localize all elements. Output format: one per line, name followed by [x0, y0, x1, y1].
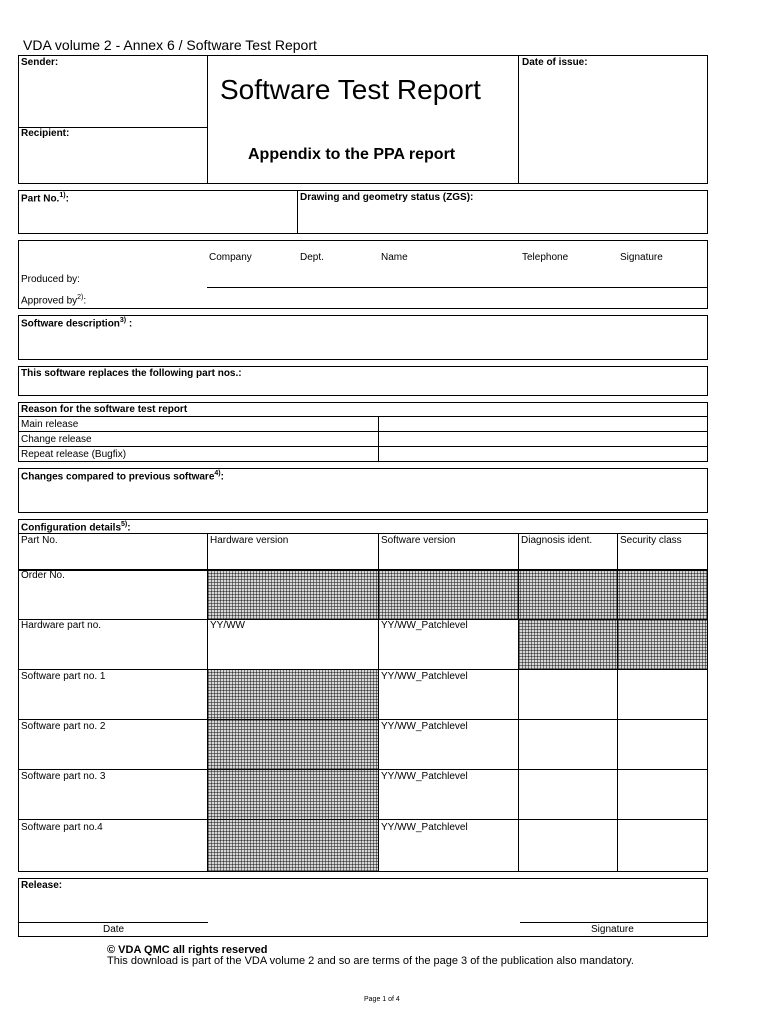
- changes-field[interactable]: [19, 484, 706, 511]
- date-of-issue-label: Date of issue:: [522, 57, 588, 68]
- release-signature-label: Signature: [591, 924, 634, 935]
- recipient-field[interactable]: [19, 141, 205, 182]
- reason-change-release: Change release: [21, 434, 92, 445]
- config-header-diagnosis-ident: Diagnosis ident.: [521, 535, 593, 546]
- produced-by-field[interactable]: [208, 266, 706, 286]
- reason-repeat-release: Repeat release (Bugfix): [21, 449, 127, 460]
- hatch-software-hw: [208, 670, 378, 871]
- drawing-status-field[interactable]: [299, 205, 706, 232]
- col-company: Company: [209, 252, 252, 263]
- replaces-label: This software replaces the following part nos.:: [21, 368, 242, 379]
- configuration-label: Configuration details$^{5)}$:: [21, 521, 131, 534]
- col-name: Name: [381, 252, 408, 263]
- col-signature: Signature: [620, 252, 663, 263]
- config-row-software-part-2: Software part no. 2: [21, 721, 106, 732]
- release-date-label: Date: [103, 924, 125, 935]
- config-header-software-version: Software version: [381, 535, 456, 546]
- sender-label: Sender:: [21, 57, 59, 68]
- software-description-field[interactable]: [19, 331, 706, 358]
- config-row-software-3-sw[interactable]: YY/WW_Patchlevel: [381, 771, 468, 782]
- release-label: Release:: [21, 880, 63, 891]
- reason-change-release-field[interactable]: [380, 433, 706, 445]
- reason-main-release-field[interactable]: [380, 418, 706, 430]
- config-header-security-class: Security class: [620, 535, 682, 546]
- col-telephone: Telephone: [522, 252, 569, 263]
- report-title: Software Test Report: [220, 74, 481, 105]
- part-no-field[interactable]: [19, 205, 295, 232]
- config-row-hardware-hw[interactable]: YY/WW: [210, 620, 245, 631]
- release-signature-field[interactable]: [520, 893, 706, 921]
- config-row-software-part-3: Software part no. 3: [21, 771, 106, 782]
- recipient-label: Recipient:: [21, 128, 70, 139]
- config-row-software-4-sw[interactable]: YY/WW_Patchlevel: [381, 822, 468, 833]
- config-row-hardware-part-no: Hardware part no.: [21, 620, 102, 631]
- part-no-label: Part No.$^{1)}$:: [21, 192, 69, 205]
- page-number: Page 1 of 4: [364, 996, 400, 1003]
- approved-by-field[interactable]: [208, 289, 706, 308]
- config-header-part-no: Part No.: [21, 535, 58, 546]
- config-row-software-2-sw[interactable]: YY/WW_Patchlevel: [381, 721, 468, 732]
- footer-copyright: © VDA QMC all rights reserved: [107, 944, 268, 956]
- drawing-status-label: Drawing and geometry status (ZGS):: [300, 192, 474, 203]
- produced-by-label: Produced by:: [21, 274, 80, 285]
- release-date-field[interactable]: [19, 893, 207, 921]
- reason-main-release: Main release: [21, 419, 79, 430]
- software-description-label: Software description$^{3)}$ :: [21, 317, 133, 330]
- report-subtitle: Appendix to the PPA report: [248, 146, 456, 163]
- approved-by-label: Approved $by^{2)}$:: [21, 294, 87, 307]
- changes-label: Changes compared to previous software$^{4)}$:: [21, 470, 224, 483]
- col-dept: Dept.: [300, 252, 324, 263]
- reason-repeat-release-field[interactable]: [380, 448, 706, 460]
- footer-note: This download is part of the VDA volume 2 and so are terms of the page 3 of the publication also mandatory.: [107, 955, 634, 967]
- hatch-hardware-diag: [519, 620, 707, 669]
- config-header-hardware-version: Hardware version: [210, 535, 289, 546]
- config-row-software-1-sw[interactable]: YY/WW_Patchlevel: [381, 671, 468, 682]
- sender-field[interactable]: [19, 70, 205, 125]
- config-row-hardware-sw[interactable]: YY/WW_Patchlevel: [381, 620, 468, 631]
- config-row-software-part-1: Software part no. 1: [21, 671, 106, 682]
- reason-label: Reason for the software test report: [21, 404, 188, 415]
- config-row-order-no: Order No.: [21, 570, 65, 581]
- hatch-order-no: [208, 570, 707, 619]
- config-row-software-part-4: Software part no.4: [21, 822, 103, 833]
- replaces-field[interactable]: [19, 381, 706, 394]
- date-of-issue-field[interactable]: [520, 70, 706, 182]
- document-header-title: VDA volume 2 - Annex 6 / Software Test Report: [23, 37, 317, 53]
